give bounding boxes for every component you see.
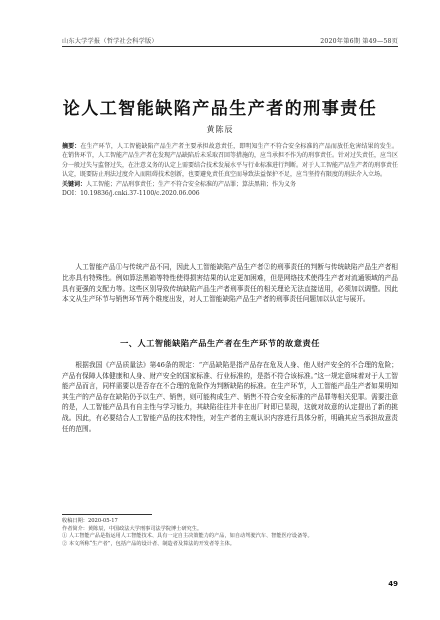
keywords-paragraph bbox=[62, 180, 398, 189]
keywords-label: 关键词： bbox=[62, 180, 87, 188]
page-number: 49 bbox=[388, 580, 398, 588]
abstract-label: 摘要： bbox=[62, 143, 81, 150]
intro-block bbox=[62, 262, 398, 305]
footnote-author: 作者简介：黄陈辰，中国政法大学刑事司法学院博士研究生。 bbox=[62, 525, 203, 532]
article-title: 论人工智能缺陷产品生产者的刑事责任 bbox=[62, 99, 378, 119]
abstract-paragraph bbox=[62, 142, 398, 180]
body-paragraph: 根据我国《产品质量法》第46条的规定：“产品缺陷是指产品存在危及人身、他人财产安全的不合理的危险；产品有保障人体健康和人身、财产安全的国家标准、行业标准的，是指不符合该标准。”这一规定意味着对于人工智能产品而言，同样需要以是否存在不合理的危险作为判断缺陷的标准。在生产环节，人工智能产品生产者如果明知其生产的产品存在缺陷仍予以生产、销售，则可能构成生产、销售不符合安全标准的产品罪等相关犯罪。需要注意的是，人工智能产品具有自主性与学习能力，其缺陷往往并非在出厂时即已显现，这就对故意的认定提出了新的挑战。因此，有必要结合人工智能产品的技术特性，对生产者的主观认识内容进行具体分析，明确其应当承担故意责任的范围。 bbox=[62, 361, 398, 433]
footnotes-block bbox=[62, 518, 398, 548]
section-body bbox=[62, 360, 398, 434]
header-issue: 2020年第6期 第49—58页 bbox=[320, 38, 398, 45]
header-journal: 山东大学学报（哲学社会科学版） bbox=[62, 38, 158, 45]
footnote-received: 收稿日期：2020-05-17 bbox=[62, 518, 118, 524]
footnote-1: ① 人工智能产品是指运用人工智能技术、具有一定自主决策能力的产品，如自动驾驶汽车、智能医疗设备等。 bbox=[62, 533, 313, 540]
header-rule bbox=[62, 46, 398, 47]
running-header bbox=[62, 36, 398, 45]
keywords-text: 人工智能；产品刑事责任；生产不符合安全标准的产品罪；算法黑箱；作为义务 bbox=[86, 180, 297, 188]
doi-line: DOI：10.19836/j.cnki.37-1100/c.2020.06.006 bbox=[62, 190, 200, 198]
article-author: 黄陈辰 bbox=[206, 125, 234, 134]
abstract-block bbox=[62, 142, 398, 198]
section-heading: 一、人工智能缺陷产品生产者在生产环节的故意责任 bbox=[120, 338, 320, 348]
intro-paragraph: 人工智能产品①与传统产品不同，因此人工智能缺陷产品生产者②的刑事责任的判断与传统缺陷产品生产者相比亦具有特殊性。例如算法黑箱等特性使得损害结果的认定更加困难，但是网络技术使得生产者对流通领域的产品具有更强的支配力等。这些区别导致传统缺陷产品生产者刑事责任的相关理论无法直接适用，必须加以调整。因此本文从生产环节与销售环节两个维度出发，对人工智能缺陷产品生产者的刑事责任问题加以认定与展开。 bbox=[62, 263, 398, 304]
footnote-2: ② 本文所称“生产者”，包括产品的设计者、制造者及算法的开发者等主体。 bbox=[62, 540, 235, 547]
abstract-text: 在生产环节，人工智能缺陷产品生产者主要承担故意责任，即明知生产不符合安全标准的产品而放任危害结果的发生。在销售环节，人工智能产品生产者在发现产品缺陷后未采取召回等措施的，应当承担不作为的刑事责任。针对过失责任，应当区分一般过失与监督过失，在注意义务的认定上需要结合技术发展水平与行业标准进行判断。对于人工智能产品生产者的刑事责任认定，既要防止刑法过度介入而阻碍技术创新，也要避免责任真空而导致法益保护不足，应当坚持有限度的刑法介入立场。 bbox=[62, 143, 399, 179]
footnote-rule bbox=[62, 514, 152, 515]
